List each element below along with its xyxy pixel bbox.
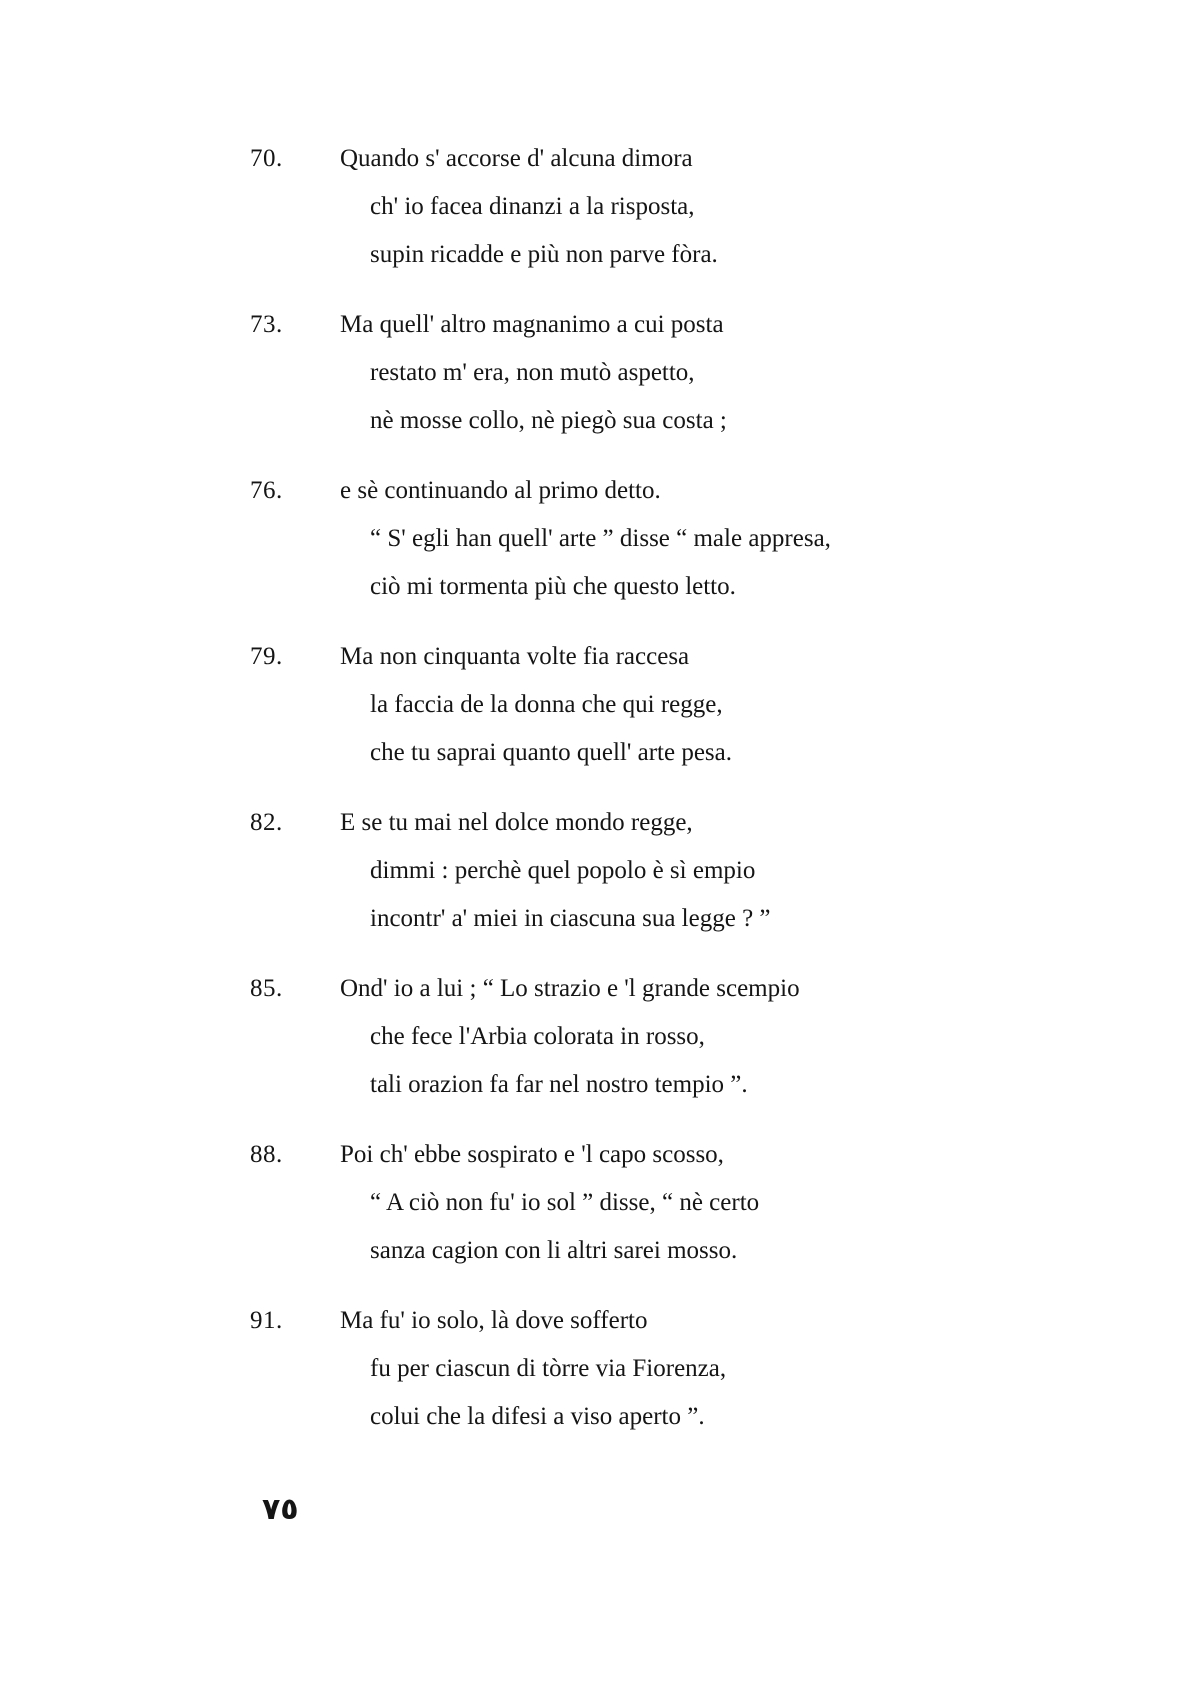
verse-number: 91. [250, 1307, 283, 1334]
verse-line: dimmi : perchè quel popolo è sì empio [370, 857, 756, 884]
verse-line: “ A ciò non fu' io sol ” disse, “ nè certo [370, 1189, 760, 1216]
verse-number: 85. [250, 975, 283, 1002]
verse-line: E se tu mai nel dolce mondo regge, [340, 809, 693, 836]
verse-number: 76. [250, 477, 283, 504]
stanza-82 [0, 810, 1200, 960]
verse-line: supin ricadde e più non parve fòra. [370, 241, 718, 268]
verse-line: Ond' io a lui ; “ Lo strazio e 'l grande scempio [340, 975, 800, 1002]
stanza-85 [0, 976, 1200, 1126]
verse-number: 79. [250, 643, 283, 670]
stanza-70 [0, 146, 1200, 296]
verse-line: e sè continuando al primo detto. [340, 477, 661, 504]
verse-line: Poi ch' ebbe sospirato e 'l capo scosso, [340, 1141, 724, 1168]
verse-line: sanza cagion con li altri sarei mosso. [370, 1237, 738, 1264]
page-number: ٧٥ [262, 1492, 299, 1527]
stanza-88 [0, 1142, 1200, 1292]
verse-line: tali orazion fa far nel nostro tempio ”. [370, 1071, 748, 1098]
verse-line: “ S' egli han quell' arte ” disse “ male appresa, [370, 525, 831, 552]
verse-line: fu per ciascun di tòrre via Fiorenza, [370, 1355, 727, 1382]
verse-line: che fece l'Arbia colorata in rosso, [370, 1023, 705, 1050]
verse-number: 88. [250, 1141, 283, 1168]
verse-line: Ma quell' altro magnanimo a cui posta [340, 311, 724, 338]
verse-line: restato m' era, non mutò aspetto, [370, 359, 695, 386]
stanza-73 [0, 312, 1200, 462]
verse-line: che tu saprai quanto quell' arte pesa. [370, 739, 732, 766]
verse-line: Quando s' accorse d' alcuna dimora [340, 145, 693, 172]
verse-line: ciò mi tormenta più che questo letto. [370, 573, 736, 600]
verse-line: incontr' a' miei in ciascuna sua legge ? ” [370, 905, 771, 932]
verse-number: 73. [250, 311, 283, 338]
verse-line: Ma non cinquanta volte fia raccesa [340, 643, 690, 670]
stanza-76 [0, 478, 1200, 628]
stanza-79 [0, 644, 1200, 794]
stanza-91 [0, 1308, 1200, 1458]
verse-line: colui che la difesi a viso aperto ”. [370, 1403, 705, 1430]
verse-number: 82. [250, 809, 283, 836]
verse-line: la faccia de la donna che qui regge, [370, 691, 723, 718]
verse-line: nè mosse collo, nè piegò sua costa ; [370, 407, 727, 434]
verse-line: ch' io facea dinanzi a la risposta, [370, 193, 695, 220]
verse-number: 70. [250, 145, 283, 172]
verse-line: Ma fu' io solo, là dove sofferto [340, 1307, 648, 1334]
